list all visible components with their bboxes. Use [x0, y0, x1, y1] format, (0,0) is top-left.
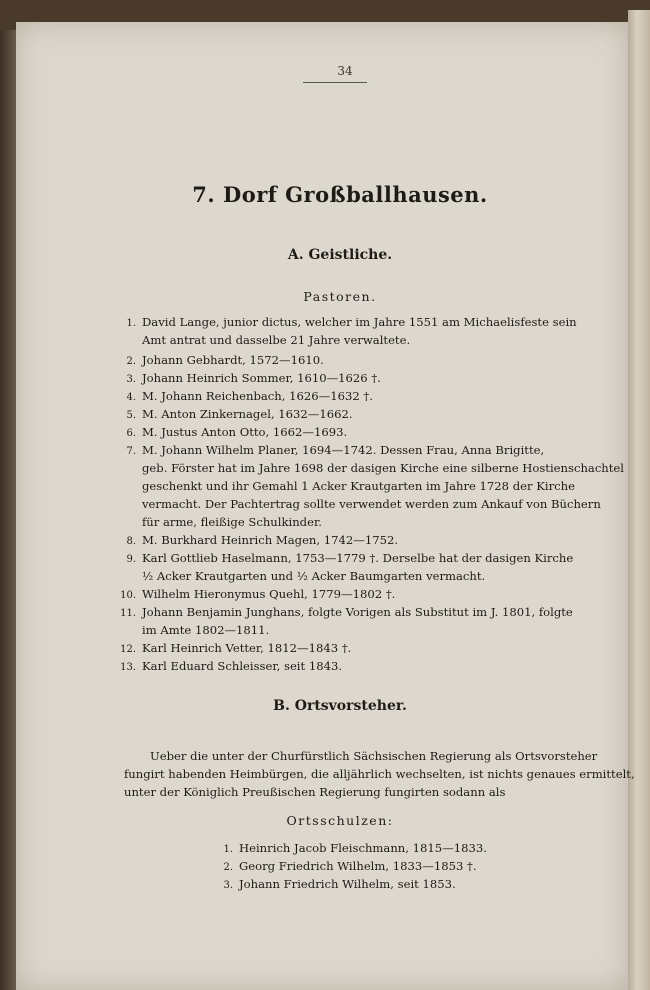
list-item: im Amte 1802—1811.: [142, 623, 270, 637]
list-item: 6. M. Justus Anton Otto, 1662—1693.: [126, 425, 348, 439]
list-item: vermacht. Der Pachtertrag sollte verwendet werden zum Ankauf von Büchern: [142, 497, 601, 511]
list-item: 1. David Lange, junior dictus, welcher im Jahre 1551 am Michaelisfeste sein: [126, 315, 577, 329]
paragraph-line: fungirt habenden Heimbürgen, die alljährlich wechselten, ist nichts genaues ermittelt,: [124, 767, 635, 781]
paragraph-line: unter der Königlich Preußischen Regierung fungirten sodann als: [124, 785, 506, 799]
list-item: 9. Karl Gottlieb Haselmann, 1753—1779 †. Derselbe hat der dasigen Kirche: [126, 551, 574, 565]
section-title: 7. Dorf Großballhausen.: [192, 182, 488, 207]
list-item: ½ Acker Krautgarten und ½ Acker Baumgarten vermacht.: [142, 569, 486, 583]
page-number: 34: [337, 64, 353, 78]
paragraph-line: Ueber die unter der Churfürstlich Sächsischen Regierung als Ortsvorsteher: [150, 749, 598, 763]
list-item: 1. Heinrich Jacob Fleischmann, 1815—1833.: [223, 841, 487, 855]
list-item: 3. Johann Friedrich Wilhelm, seit 1853.: [223, 877, 456, 891]
list-item: 4. M. Johann Reichenbach, 1626—1632 †.: [126, 389, 373, 403]
list-item: geb. Förster hat im Jahre 1698 der dasigen Kirche eine silberne Hostienschachtel: [142, 461, 625, 475]
list-item: 2. Georg Friedrich Wilhelm, 1833—1853 †.: [223, 859, 477, 873]
list-item: 12. Karl Heinrich Vetter, 1812—1843 †.: [120, 641, 352, 655]
heading-ortsvorsteher: B. Ortsvorsteher.: [273, 698, 407, 714]
list-item: für arme, fleißige Schulkinder.: [142, 515, 322, 529]
list-item: 11. Johann Benjamin Junghans, folgte Vorigen als Substitut im J. 1801, folgte: [120, 605, 573, 619]
list-item: 5. M. Anton Zinkernagel, 1632—1662.: [126, 407, 353, 421]
list-item: Amt antrat und dasselbe 21 Jahre verwaltete.: [142, 333, 411, 347]
heading-geistliche: A. Geistliche.: [287, 247, 393, 263]
book-gutter: [0, 30, 16, 990]
page-edge: [628, 10, 650, 990]
list-item: 2. Johann Gebhardt, 1572—1610.: [126, 353, 324, 367]
list-item: 8. M. Burkhard Heinrich Magen, 1742—1752.: [126, 533, 399, 547]
list-item: 13. Karl Eduard Schleisser, seit 1843.: [120, 659, 343, 673]
subheading-pastoren: Pastoren.: [303, 289, 377, 304]
list-item: 10. Wilhelm Hieronymus Quehl, 1779—1802 †.: [120, 587, 396, 601]
list-item: geschenkt und ihr Gemahl 1 Acker Krautgarten im Jahre 1728 der Kirche: [142, 479, 575, 493]
subheading-ortsschulzen: Ortsschulzen:: [286, 813, 394, 828]
list-item: 7. M. Johann Wilhelm Planer, 1694—1742. Dessen Frau, Anna Brigitte,: [126, 443, 545, 457]
page-number-rule: [303, 82, 367, 83]
list-item: 3. Johann Heinrich Sommer, 1610—1626 †.: [126, 371, 381, 385]
